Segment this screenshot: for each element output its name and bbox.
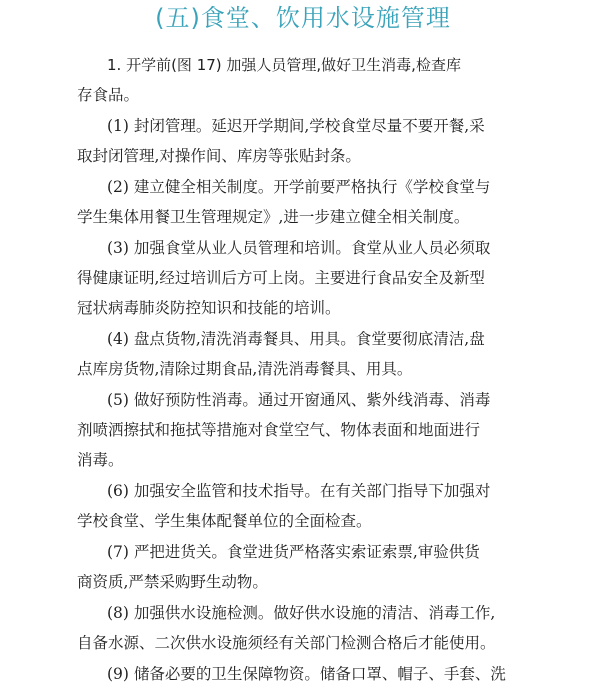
paragraph-line: (8) 加强供水设施检测。做好供水设施的清洁、消毒工作, xyxy=(107,604,496,622)
paragraph-line: 取封闭管理,对操作间、库房等张贴封条。 xyxy=(77,147,361,165)
paragraph-item-8 xyxy=(77,598,517,658)
paragraph-item-6 xyxy=(77,476,517,536)
paragraph-opening xyxy=(77,50,517,110)
paragraph-line: 存食品。 xyxy=(77,86,140,104)
paragraph-line: (5) 做好预防性消毒。通过开窗通风、紫外线消毒、消毒 xyxy=(107,391,491,409)
paragraph-line: (9) 储备必要的卫生保障物资。储备口罩、帽子、手套、洗 xyxy=(107,665,506,683)
body-text xyxy=(77,50,517,690)
paragraph-line: 学生集体用餐卫生管理规定》,进一步建立健全相关制度。 xyxy=(77,208,470,226)
paragraph-line: 点库房货物,清除过期食品,清洗消毒餐具、用具。 xyxy=(77,360,413,378)
paragraph-line: (7) 严把进货关。食堂进货严格落实索证索票,审验供货 xyxy=(107,543,480,561)
paragraph-item-3 xyxy=(77,233,517,323)
paragraph-line: (2) 建立健全相关制度。开学前要严格执行《学校食堂与 xyxy=(107,178,491,196)
paragraph-item-1 xyxy=(77,111,517,171)
paragraph-line: (4) 盘点货物,清洗消毒餐具、用具。食堂要彻底清洁,盘 xyxy=(107,330,485,348)
paragraph-item-5 xyxy=(77,385,517,475)
paragraph-item-9 xyxy=(107,659,517,689)
paragraph-line: (6) 加强安全监管和技术指导。在有关部门指导下加强对 xyxy=(107,482,491,500)
paragraph-line: 剂喷洒擦拭和拖拭等措施对食堂空气、物体表面和地面进行 xyxy=(77,421,481,439)
paragraph-line: 自备水源、二次供水设施须经有关部门检测合格后才能使用。 xyxy=(77,634,496,652)
paragraph-line: 1. 开学前(图 17) 加强人员管理,做好卫生消毒,检查库 xyxy=(107,56,461,74)
paragraph-line: (3) 加强食堂从业人员管理和培训。食堂从业人员必须取 xyxy=(107,239,491,257)
paragraph-line: (1) 封闭管理。延迟开学期间,学校食堂尽量不要开餐,采 xyxy=(107,117,485,135)
paragraph-line: 商资质,严禁采购野生动物。 xyxy=(77,573,268,591)
paragraph-item-4 xyxy=(77,324,517,384)
paragraph-line: 得健康证明,经过培训后方可上岗。主要进行食品安全及新型 xyxy=(77,269,485,287)
paragraph-line: 消毒。 xyxy=(77,451,124,469)
paragraph-line: 学校食堂、学生集体配餐单位的全面检查。 xyxy=(77,512,372,530)
paragraph-line: 冠状病毒肺炎防控知识和技能的培训。 xyxy=(77,299,341,317)
section-title: (五)食堂、饮用水设施管理 xyxy=(155,4,451,32)
paragraph-item-7 xyxy=(77,537,517,597)
paragraph-item-2 xyxy=(77,172,517,232)
